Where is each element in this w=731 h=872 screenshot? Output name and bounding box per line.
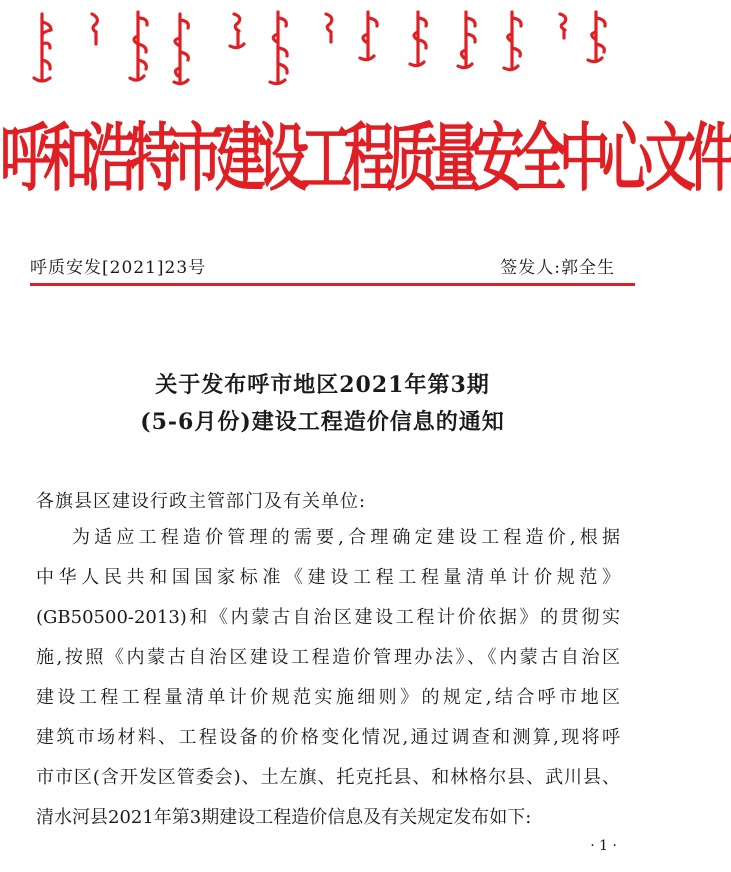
red-divider-line — [30, 283, 635, 286]
mongolian-script-header — [30, 8, 615, 90]
body-line: 建设工程工程量清单计价规范实施细则》的规定,结合呼市地区 — [36, 687, 620, 708]
body-line: 建筑市场材料、工程设备的价格变化情况,通过调查和测算,现将呼 — [36, 727, 620, 748]
body-line: 中华人民共和国国家标准《建设工程工程量清单计价规范》 — [36, 567, 620, 588]
notice-title-line-2: (5-6月份)建设工程造价信息的通知 — [140, 409, 505, 435]
page-number: · 1 · — [590, 838, 617, 854]
body-line: 施,按照《内蒙古自治区建设工程造价管理办法》、《内蒙古自治区 — [36, 647, 620, 668]
notice-title-line-1: 关于发布呼市地区2021年第3期 — [155, 372, 490, 398]
salutation: 各旗县区建设行政主管部门及有关单位: — [36, 491, 367, 512]
signer: 签发人:郭全生 — [500, 258, 615, 278]
body-line: 清水河县2021年第3期建设工程造价信息及有关规定发布如下: — [36, 807, 532, 828]
body-line: (GB50500-2013)和《内蒙古自治区建设工程计价依据》的贯彻实 — [36, 607, 620, 628]
document-number: 呼质安发[2021]23号 — [30, 258, 207, 278]
body-line: 为适应工程造价管理的需要,合理确定建设工程造价,根据 — [72, 527, 620, 548]
document-header-title: 呼和浩特市建设工程质量安全中心文件 — [0, 115, 731, 203]
mongolian-script-graphic — [30, 8, 615, 90]
body-line: 市市区(含开发区管委会)、土左旗、托克托县、和林格尔县、武川县、 — [36, 767, 620, 788]
